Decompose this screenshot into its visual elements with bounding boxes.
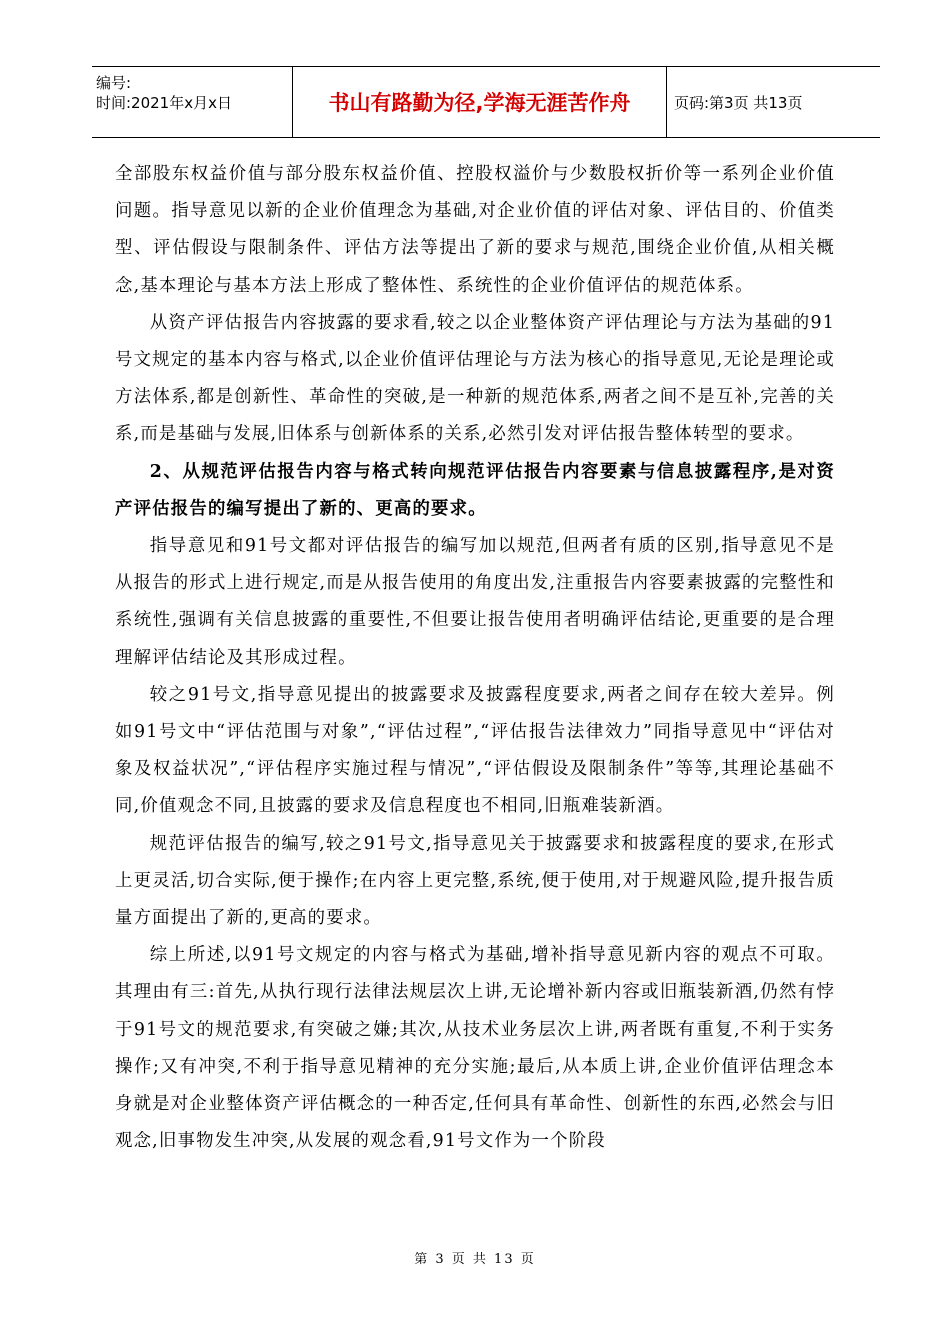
time-label: 时间:2021年x月x日 bbox=[96, 94, 232, 112]
number-label: 编号: bbox=[96, 74, 132, 92]
document-body bbox=[115, 156, 835, 1160]
paragraph: 全部股东权益价值与部分股东权益价值、控股权溢价与少数股权折价等一系列企业价值问题。指导意见以新的企业价值理念为基础,对企业价值的评估对象、评估目的、价值类型、评估假设与限制条件、评估方法等提出了新的要求与规范,围绕企业价值,从相关概念,基本理论与基本方法上形成了整体性、系统性的企业价值评估的规范体系。 bbox=[115, 164, 835, 296]
header-motto: 书山有路勤为径,学海无涯苦作舟 bbox=[292, 67, 667, 137]
paragraph: 综上所述,以91号文规定的内容与格式为基础,增补指导意见新内容的观点不可取。其理由有三:首先,从执行现行法律法规层次上讲,无论增补新内容或旧瓶装新酒,仍然有悖于91号文的规范要求,有突破之嫌;其次,从技术业务层次上讲,两者既有重复,不利于实务操作;又有冲突,不利于指导意见精神的充分实施;最后,从本质上讲,企业价值评估理念本身就是对企业整体资产评估概念的一种否定,任何具有革命性、创新性的东西,必然会与旧观念,旧事物发生冲突,从发展的观念看,91号文作为一个阶段 bbox=[115, 945, 835, 1152]
section-heading: 2、从规范评估报告内容与格式转向规范评估报告内容要素与信息披露程序,是对资产评估报告的编写提出了新的、更高的要求。 bbox=[115, 461, 835, 519]
page-header bbox=[92, 66, 880, 138]
header-meta bbox=[92, 67, 292, 137]
paragraph: 指导意见和91号文都对评估报告的编写加以规范,但两者有质的区别,指导意见不是从报告的形式上进行规定,而是从报告使用的角度出发,注重报告内容要素披露的完整性和系统性,强调有关信息披露的重要性,不但要让报告使用者明确评估结论,更重要的是合理理解评估结论及其形成过程。 bbox=[115, 536, 835, 668]
paragraph: 较之91号文,指导意见提出的披露要求及披露程度要求,两者之间存在较大差异。例如91号文中“评估范围与对象”,“评估过程”,“评估报告法律效力”同指导意见中“评估对象及权益状况”,“评估程序实施过程与情况”,“评估假设及限制条件”等等,其理论基础不同,价值观念不同,且披露的要求及信息程度也不相同,旧瓶难装新酒。 bbox=[115, 684, 835, 817]
header-page-info: 页码:第3页 共13页 bbox=[674, 93, 803, 112]
paragraph: 从资产评估报告内容披露的要求看,较之以企业整体资产评估理论与方法为基础的91号文规定的基本内容与格式,以企业价值评估理论与方法为核心的指导意见,无论是理论或方法体系,都是创新性、革命性的突破,是一种新的规范体系,两者之间不是互补,完善的关系,而是基础与发展,旧体系与创新体系的关系,必然引发对评估报告整体转型的要求。 bbox=[115, 312, 835, 445]
paragraph: 规范评估报告的编写,较之91号文,指导意见关于披露要求和披露程度的要求,在形式上更灵活,切合实际,便于操作;在内容上更完整,系统,便于使用,对于规避风险,提升报告质量方面提出了新的,更高的要求。 bbox=[115, 833, 835, 929]
page-footer: 第 3 页 共 13 页 bbox=[414, 1252, 536, 1267]
